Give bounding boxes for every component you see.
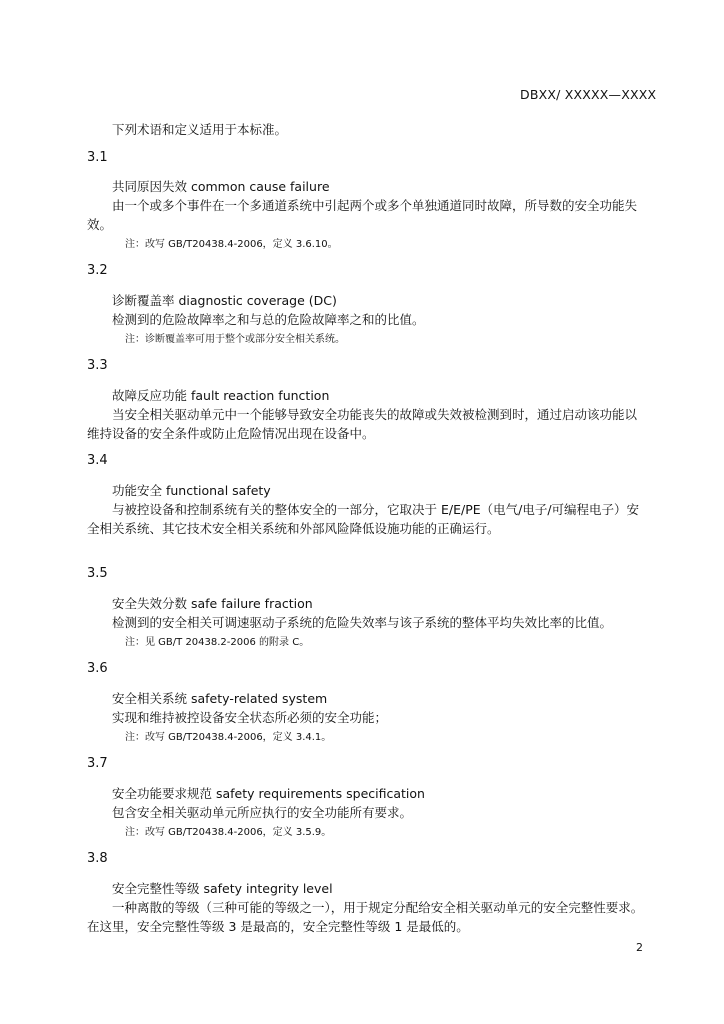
note-3-1: 注：改写 GB/T20438.4-2006，定义 3.6.10。	[125, 239, 338, 250]
note-3-2: 注：诊断覆盖率可用于整个或部分安全相关系统。	[125, 334, 345, 345]
section-number-3-6: 3.6	[87, 661, 108, 676]
document-code-header: DBXX/ XXXXX—XXXX	[520, 87, 657, 102]
section-number-3-2: 3.2	[87, 263, 108, 278]
page-number: 2	[636, 941, 643, 954]
section-number-3-5: 3.5	[87, 566, 108, 581]
section-number-3-4: 3.4	[87, 453, 108, 468]
definition-3-4-line2: 全相关系统、其它技术安全相关系统和外部风险降低设施功能的正确运行。	[87, 521, 500, 536]
definition-3-7-line1: 包含安全相关驱动单元所应执行的安全功能所有要求。	[112, 805, 413, 820]
intro-text: 下列术语和定义适用于本标准。	[112, 122, 288, 137]
term-3-7: 安全功能要求规范 safety requirements specification	[112, 786, 425, 801]
definition-3-2-line1: 检测到的危险故障率之和与总的危险故障率之和的比值。	[112, 312, 425, 327]
term-3-6: 安全相关系统 safety-related system	[112, 691, 328, 706]
section-number-3-3: 3.3	[87, 358, 108, 373]
term-3-8: 安全完整性等级 safety integrity level	[112, 881, 333, 896]
definition-3-6-line1: 实现和维持被控设备安全状态所必须的安全功能；	[112, 710, 388, 725]
definition-3-8-line1: 一种离散的等级（三种可能的等级之一），用于规定分配给安全相关驱动单元的安全完整性要求。	[112, 900, 644, 915]
section-number-3-8: 3.8	[87, 851, 108, 866]
note-3-6: 注：改写 GB/T20438.4-2006，定义 3.4.1。	[125, 732, 332, 743]
definition-3-1-line2: 效。	[87, 217, 113, 232]
definition-3-5-line1: 检测到的安全相关可调速驱动子系统的危险失效率与该子系统的整体平均失效比率的比值。	[112, 615, 613, 630]
term-3-5: 安全失效分数 safe failure fraction	[112, 596, 313, 611]
section-number-3-7: 3.7	[87, 756, 108, 771]
definition-3-3-line2: 维持设备的安全条件或防止危险情况出现在设备中。	[87, 426, 375, 441]
definition-3-4-line1: 与被控设备和控制系统有关的整体安全的一部分，它取决于 E/E/PE（电气/电子/可编程电子）安	[112, 502, 640, 517]
term-3-3: 故障反应功能 fault reaction function	[112, 388, 330, 403]
term-3-4: 功能安全 functional safety	[112, 483, 271, 498]
definition-3-8-line2: 在这里，安全完整性等级 3 是最高的，安全完整性等级 1 是最低的。	[87, 919, 469, 934]
note-3-5: 注：见 GB/T 20438.2-2006 的附录 C。	[125, 637, 310, 648]
term-3-1: 共同原因失效 common cause failure	[112, 179, 330, 194]
definition-3-3-line1: 当安全相关驱动单元中一个能够导致安全功能丧失的故障或失效被检测到时，通过启动该功能以	[112, 407, 638, 422]
note-3-7: 注：改写 GB/T20438.4-2006，定义 3.5.9。	[125, 827, 332, 838]
definition-3-1-line1: 由一个或多个事件在一个多通道系统中引起两个或多个单独通道同时故障，所导数的安全功能失	[112, 198, 638, 213]
term-3-2: 诊断覆盖率 diagnostic coverage (DC)	[112, 293, 337, 308]
section-number-3-1: 3.1	[87, 150, 108, 165]
